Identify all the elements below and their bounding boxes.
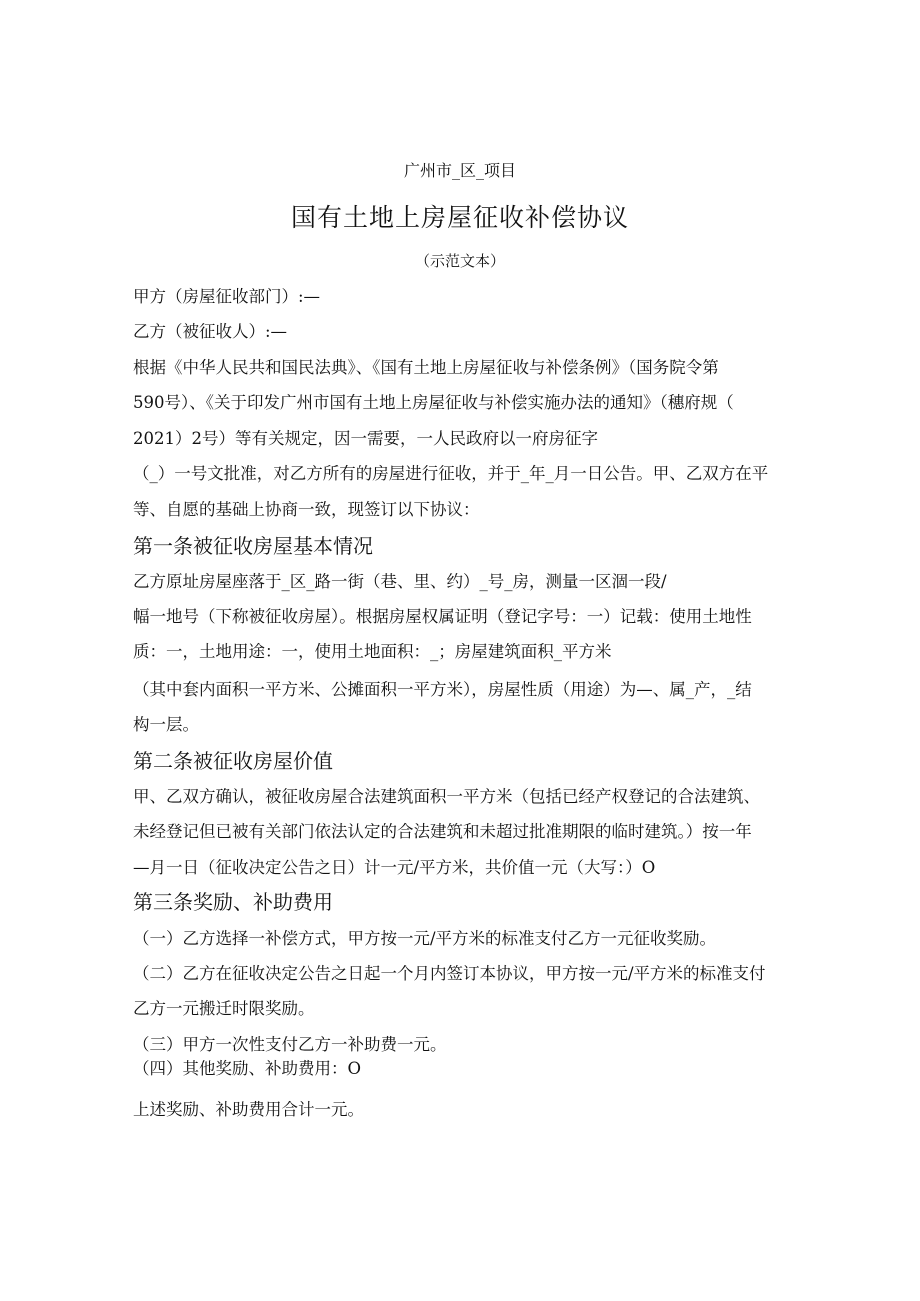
article1-line: 幅一地号（下称被征收房屋）。根据房屋权属证明（登记字号：一）记载：使用土地性 bbox=[133, 607, 752, 626]
article1-heading: 第一条被征收房屋基本情况 bbox=[133, 534, 373, 558]
article3-heading: 第三条奖励、补助费用 bbox=[133, 890, 333, 914]
article1-line: 构一层。 bbox=[133, 715, 199, 734]
article2-line: 甲、乙双方确认，被征收房屋合法建筑面积一平方米（包括已经产权登记的合法建筑、 bbox=[133, 787, 760, 806]
sample-text-label: （示范文本） bbox=[414, 252, 505, 270]
preamble-line: 等、自愿的基础上协商一致，现签订以下协议： bbox=[133, 500, 480, 519]
article2-line: —月一日（征收决定公告之日）计一元/平方米，共价值一元（大写：）O bbox=[133, 858, 656, 877]
article3-line: （四）其他奖励、补助费用：O bbox=[133, 1059, 362, 1078]
article3-total-line: 上述奖励、补助费用合计一元。 bbox=[133, 1100, 364, 1119]
project-line: 广州市_区_项目 bbox=[403, 161, 516, 180]
preamble-line: （_）一号文批准，对乙方所有的房屋进行征收，并于_年_月一日公告。甲、乙双方在平 bbox=[133, 464, 769, 483]
preamble-line: 根据《中华人民共和国民法典》、《国有土地上房屋征收与补偿条例》（国务院令第 bbox=[133, 358, 719, 377]
article3-line: （二）乙方在征收决定公告之日起一个月内签订本协议，甲方按一元/平方米的标准支付 bbox=[133, 964, 766, 983]
party-a-line: 甲方（房屋征收部门）:— bbox=[133, 287, 321, 306]
article3-line: （三）甲方一次性支付乙方一补助费一元。 bbox=[133, 1035, 447, 1054]
article2-line: 未经登记但已被有关部门依法认定的合法建筑和未超过批准期限的临时建筑。）按一年 bbox=[133, 822, 752, 841]
party-b-line: 乙方（被征收人）:— bbox=[133, 322, 288, 341]
document-title: 国有土地上房屋征收补偿协议 bbox=[290, 203, 629, 232]
preamble-line: 590号）、《关于印发广州市国有土地上房屋征收与补偿实施办法的通知》（穗府规（ bbox=[133, 393, 734, 412]
article1-line: （其中套内面积一平方米、公摊面积一平方米），房屋性质（用途）为—、属_产，_结 bbox=[133, 680, 752, 699]
article3-line: 乙方一元搬迁时限奖励。 bbox=[133, 999, 315, 1018]
article1-line: 质：一，土地用途：一，使用土地面积：_；房屋建筑面积_平方米 bbox=[133, 642, 612, 661]
article3-line: （一）乙方选择一补偿方式，甲方按一元/平方米的标准支付乙方一元征收奖励。 bbox=[133, 929, 717, 948]
article1-line: 乙方原址房屋座落于_区_路一街（巷、里、约）_号_房，测量一区涸一段/ bbox=[133, 572, 667, 591]
preamble-line: 2021）2号）等有关规定，因一需要，一人民政府以一府房征字 bbox=[133, 429, 598, 448]
article2-heading: 第二条被征收房屋价值 bbox=[133, 749, 333, 773]
